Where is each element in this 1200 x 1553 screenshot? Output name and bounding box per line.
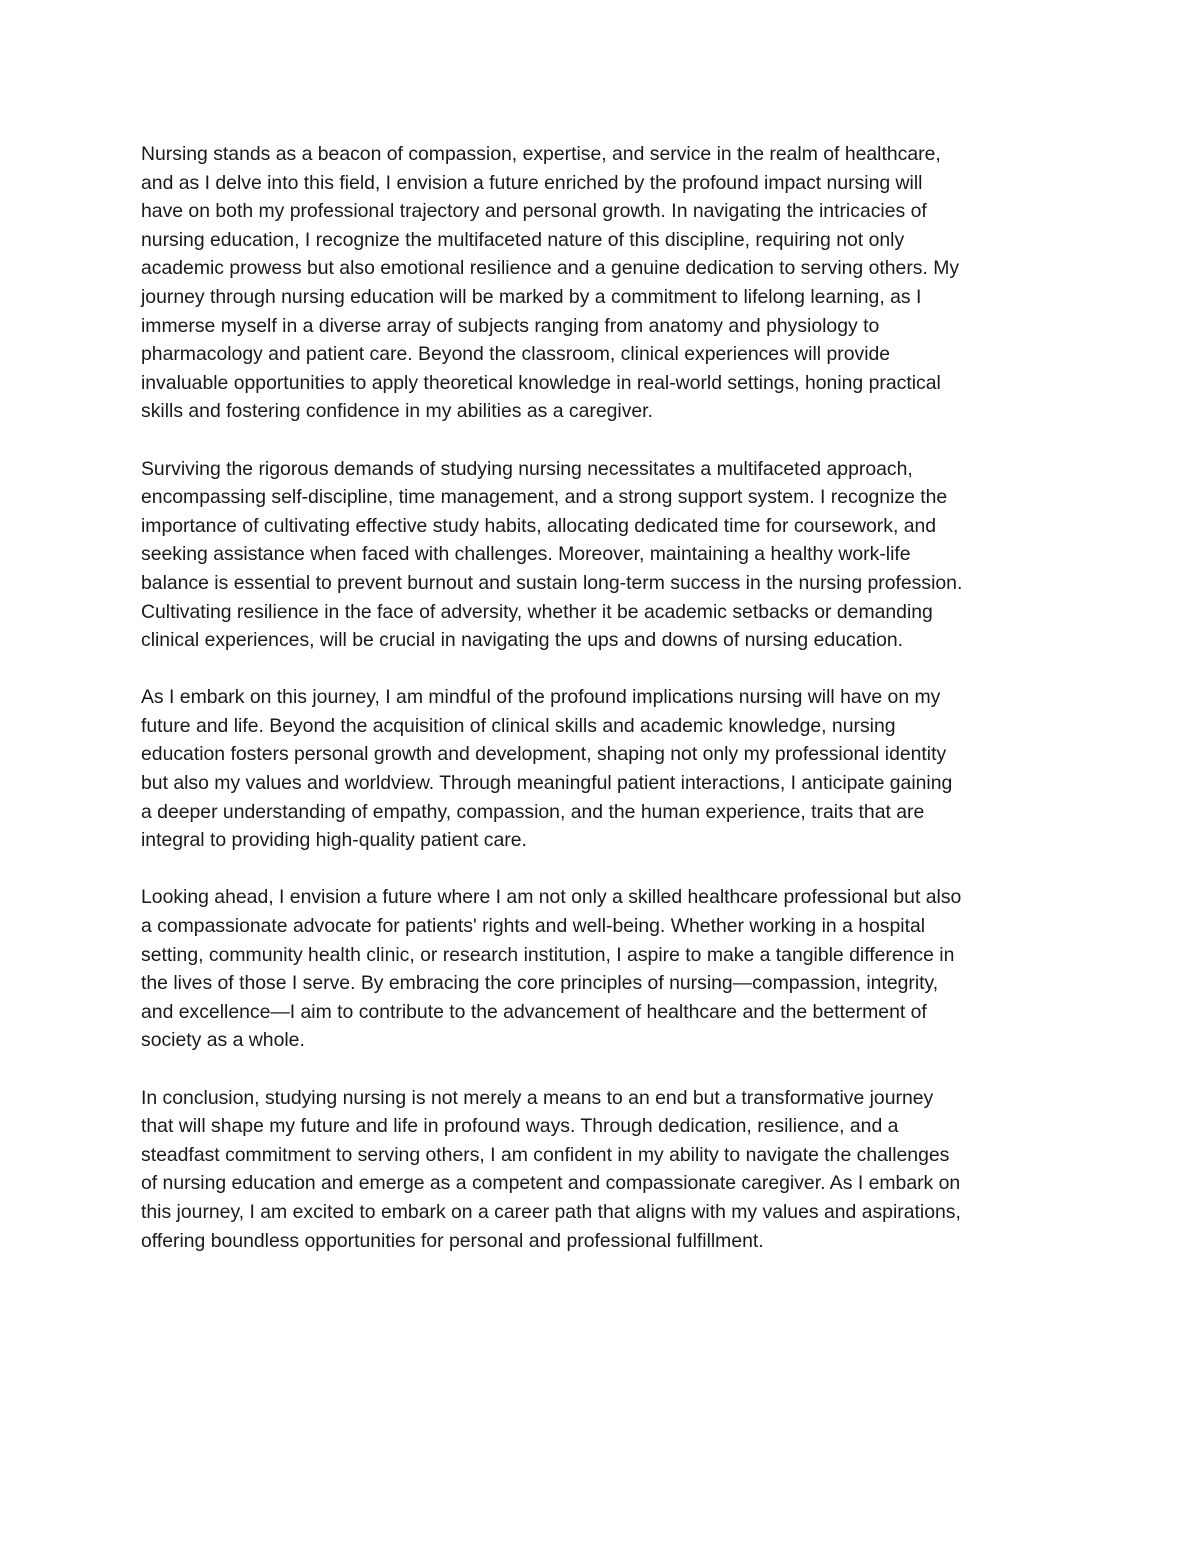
document-body: [141, 140, 1081, 1284]
paragraph-line: offering boundless opportunities for personal and professional fulfillment.: [141, 1229, 764, 1252]
paragraph-line: education fosters personal growth and development, shaping not only my professional identity: [141, 743, 947, 766]
paragraph-line: Surviving the rigorous demands of studying nursing necessitates a multifaceted approach,: [141, 457, 913, 480]
paragraph-line: the lives of those I serve. By embracing the core principles of nursing—compassion, integrity,: [141, 972, 939, 995]
paragraph-line: encompassing self-discipline, time management, and a strong support system. I recognize the: [141, 486, 948, 509]
paragraph-line: importance of cultivating effective study habits, allocating dedicated time for coursework, and: [141, 514, 937, 537]
paragraph-line: setting, community health clinic, or research institution, I aspire to make a tangible difference in: [141, 943, 955, 966]
paragraph-line: of nursing education and emerge as a competent and compassionate caregiver. As I embark on: [141, 1172, 961, 1195]
paragraph-line: a compassionate advocate for patients' rights and well-being. Whether working in a hospital: [141, 915, 926, 938]
paragraph-5: [141, 1084, 1081, 1256]
paragraph-line: have on both my professional trajectory and personal growth. In navigating the intricacies of: [141, 200, 927, 223]
paragraph-line: Looking ahead, I envision a future where I am not only a skilled healthcare professional but also: [141, 886, 962, 909]
paragraph-line: society as a whole.: [141, 1029, 305, 1052]
paragraph-1: [141, 140, 1081, 426]
paragraph-2: [141, 455, 1081, 655]
paragraph-line: skills and fostering confidence in my abilities as a caregiver.: [141, 400, 653, 423]
paragraph-line: balance is essential to prevent burnout and sustain long-term success in the nursing profession.: [141, 571, 963, 594]
paragraph-line: Nursing stands as a beacon of compassion, expertise, and service in the realm of healthcare,: [141, 143, 941, 165]
paragraph-line: that will shape my future and life in profound ways. Through dedication, resilience, and a: [141, 1115, 899, 1138]
paragraph-line: Cultivating resilience in the face of adversity, whether it be academic setbacks or demanding: [141, 600, 933, 623]
paragraph-line: As I embark on this journey, I am mindful of the profound implications nursing will have on my: [141, 686, 941, 709]
paragraph-line: nursing education, I recognize the multifaceted nature of this discipline, requiring not only: [141, 228, 905, 251]
paragraph-line: future and life. Beyond the acquisition of clinical skills and academic knowledge, nursing: [141, 714, 896, 737]
paragraph-line: pharmacology and patient care. Beyond the classroom, clinical experiences will provide: [141, 343, 891, 366]
paragraph-line: academic prowess but also emotional resilience and a genuine dedication to serving others. My: [141, 257, 960, 280]
paragraph-line: steadfast commitment to serving others, I am confident in my ability to navigate the challenges: [141, 1143, 950, 1166]
paragraph-line: but also my values and worldview. Through meaningful patient interactions, I anticipate gaining: [141, 772, 953, 795]
paragraph-line: clinical experiences, will be crucial in navigating the ups and downs of nursing education.: [141, 629, 904, 652]
paragraph-3: [141, 683, 1081, 855]
paragraph-line: a deeper understanding of empathy, compassion, and the human experience, traits that are: [141, 800, 925, 823]
paragraph-line: In conclusion, studying nursing is not merely a means to an end but a transformative journey: [141, 1086, 934, 1109]
paragraph-line: this journey, I am excited to embark on a career path that aligns with my values and aspirations,: [141, 1200, 961, 1223]
paragraph-line: and as I delve into this field, I envision a future enriched by the profound impact nursing will: [141, 171, 923, 194]
paragraph-line: immerse myself in a diverse array of subjects ranging from anatomy and physiology to: [141, 314, 880, 337]
paragraph-line: and excellence—I aim to contribute to the advancement of healthcare and the betterment of: [141, 1000, 927, 1023]
paragraph-line: seeking assistance when faced with challenges. Moreover, maintaining a healthy work-life: [141, 543, 911, 566]
paragraph-line: integral to providing high-quality patient care.: [141, 829, 527, 852]
paragraph-line: invaluable opportunities to apply theoretical knowledge in real-world settings, honing practical: [141, 371, 941, 394]
paragraph-line: journey through nursing education will be marked by a commitment to lifelong learning, as I: [141, 285, 922, 308]
paragraph-4: [141, 883, 1081, 1055]
